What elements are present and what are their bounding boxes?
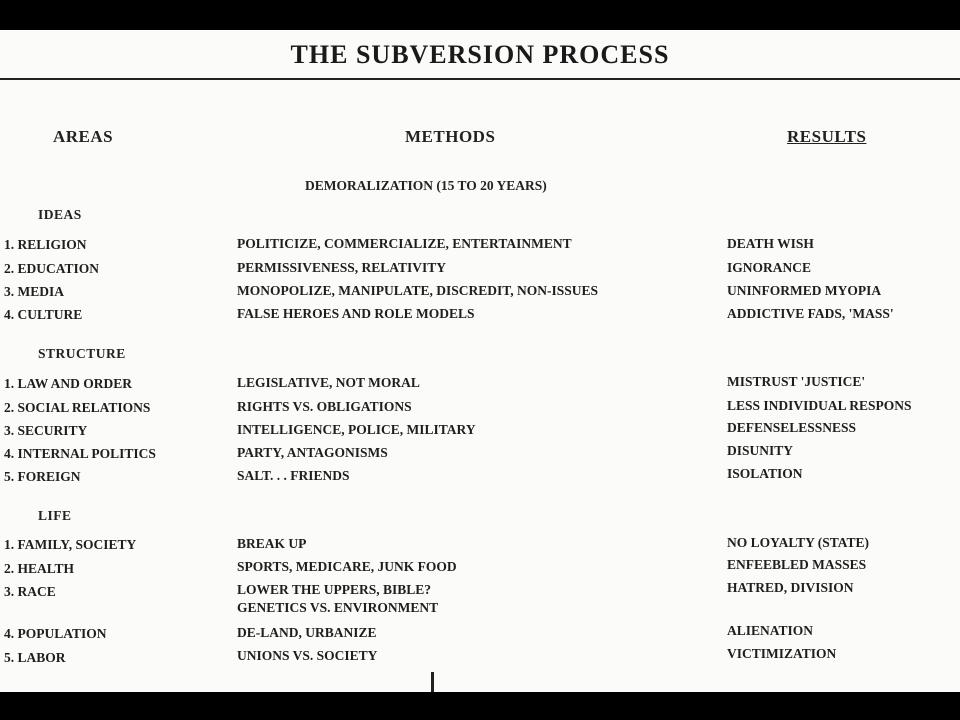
area-culture: 4. CULTURE bbox=[4, 307, 83, 322]
method-education: PERMISSIVENESS, RELATIVITY bbox=[237, 260, 447, 275]
area-race: 3. RACE bbox=[4, 584, 56, 599]
method-family-society: BREAK UP bbox=[237, 536, 307, 551]
page-title: THE SUBVERSION PROCESS bbox=[290, 40, 670, 69]
area-internal-politics: 4. INTERNAL POLITICS bbox=[4, 446, 156, 461]
document-page bbox=[0, 30, 960, 692]
method-social-relations: RIGHTS VS. OBLIGATIONS bbox=[237, 399, 412, 414]
method-religion: POLITICIZE, COMMERCIALIZE, ENTERTAINMENT bbox=[237, 236, 572, 251]
result-security: DEFENSELESSNESS bbox=[727, 420, 857, 435]
area-social-relations: 2. SOCIAL RELATIONS bbox=[4, 400, 151, 415]
result-family-society: NO LOYALTY (STATE) bbox=[727, 535, 870, 550]
area-education: 2. EDUCATION bbox=[4, 261, 100, 276]
method-foreign: SALT. . . FRIENDS bbox=[237, 468, 350, 483]
result-education: IGNORANCE bbox=[727, 260, 812, 275]
result-law-and-order: MISTRUST 'JUSTICE' bbox=[727, 374, 866, 389]
result-race: HATRED, DIVISION bbox=[727, 580, 854, 595]
result-religion: DEATH WISH bbox=[727, 236, 814, 251]
method-race-line2: GENETICS VS. ENVIRONMENT bbox=[237, 600, 439, 615]
method-race: LOWER THE UPPERS, BIBLE? bbox=[237, 582, 432, 597]
method-law-and-order: LEGISLATIVE, NOT MORAL bbox=[237, 375, 420, 390]
area-foreign: 5. FOREIGN bbox=[4, 469, 81, 484]
area-health: 2. HEALTH bbox=[4, 561, 75, 576]
area-labor: 5. LABOR bbox=[4, 650, 66, 665]
method-security: INTELLIGENCE, POLICE, MILITARY bbox=[237, 422, 476, 437]
method-population: DE-LAND, URBANIZE bbox=[237, 625, 377, 640]
header-areas: AREAS bbox=[53, 127, 114, 146]
section-ideas: IDEAS bbox=[38, 207, 82, 222]
result-labor: VICTIMIZATION bbox=[727, 646, 837, 661]
phase-label: DEMORALIZATION (15 TO 20 YEARS) bbox=[305, 178, 547, 193]
area-security: 3. SECURITY bbox=[4, 423, 88, 438]
method-labor: UNIONS VS. SOCIETY bbox=[237, 648, 378, 663]
result-population: ALIENATION bbox=[727, 623, 814, 638]
title-bar bbox=[0, 30, 960, 80]
method-media: MONOPOLIZE, MANIPULATE, DISCREDIT, NON-ISSUES bbox=[237, 283, 599, 298]
area-population: 4. POPULATION bbox=[4, 626, 107, 641]
section-structure: STRUCTURE bbox=[38, 346, 126, 361]
section-life: LIFE bbox=[38, 508, 72, 523]
area-media: 3. MEDIA bbox=[4, 284, 64, 299]
method-internal-politics: PARTY, ANTAGONISMS bbox=[237, 445, 388, 460]
method-health: SPORTS, MEDICARE, JUNK FOOD bbox=[237, 559, 457, 574]
result-foreign: ISOLATION bbox=[727, 466, 803, 481]
cursor-mark bbox=[431, 672, 434, 692]
area-law-and-order: 1. LAW AND ORDER bbox=[4, 376, 133, 391]
method-culture: FALSE HEROES AND ROLE MODELS bbox=[237, 306, 475, 321]
header-results: RESULTS bbox=[787, 127, 867, 146]
area-family-society: 1. FAMILY, SOCIETY bbox=[4, 537, 137, 552]
result-culture: ADDICTIVE FADS, 'MASS' bbox=[727, 306, 894, 321]
result-health: ENFEEBLED MASSES bbox=[727, 557, 867, 572]
result-media: UNINFORMED MYOPIA bbox=[727, 283, 882, 298]
result-social-relations: LESS INDIVIDUAL RESPONS bbox=[727, 398, 912, 413]
result-internal-politics: DISUNITY bbox=[727, 443, 794, 458]
area-religion: 1. RELIGION bbox=[4, 237, 87, 252]
header-methods: METHODS bbox=[405, 127, 496, 146]
